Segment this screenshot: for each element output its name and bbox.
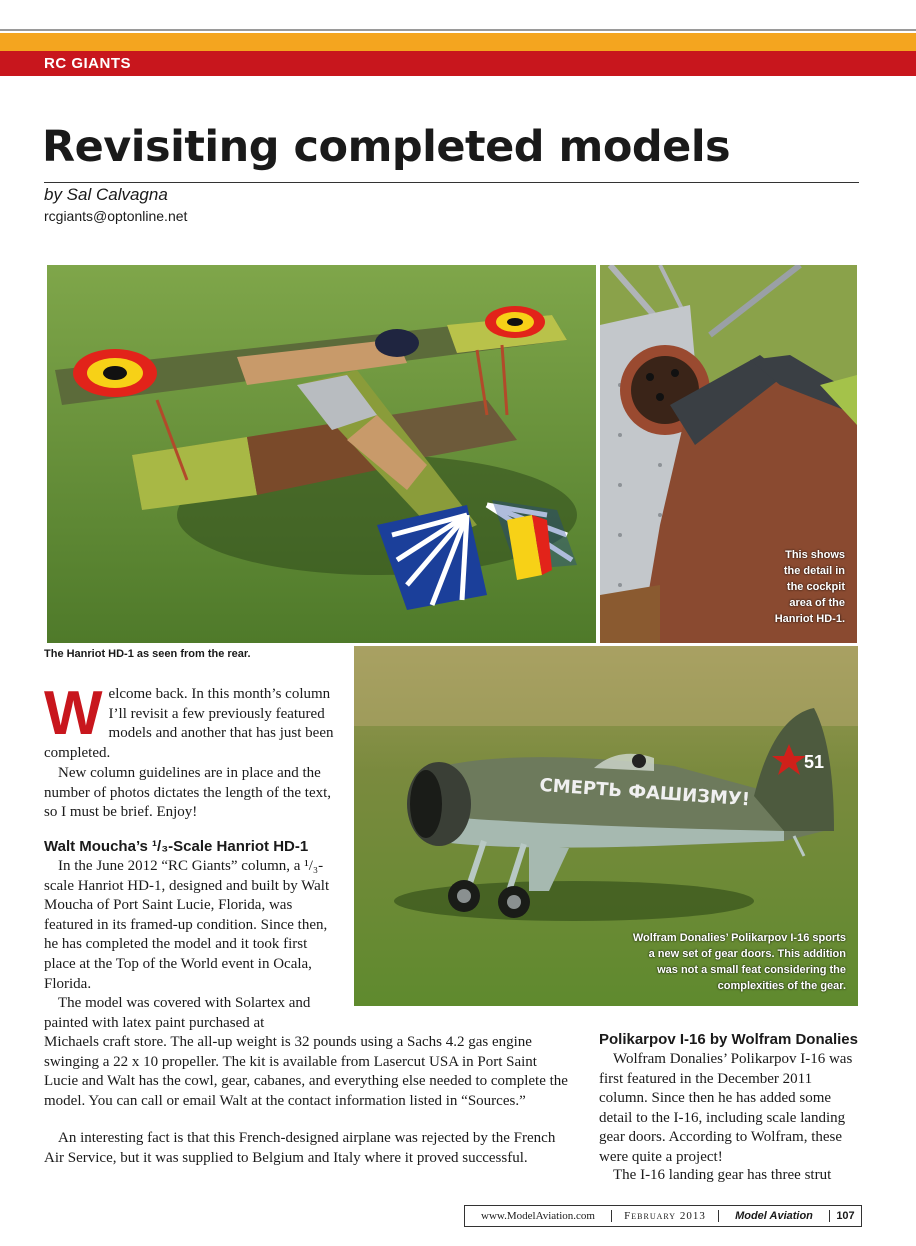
subhead-polikarpov: Polikarpov I-16 by Wolfram Donalies xyxy=(599,1031,858,1048)
drop-cap: W xyxy=(44,679,103,748)
top-rule xyxy=(0,29,916,31)
intro-paragraph-2: New column guidelines are in place and the number of photos dictates the length of the text, so I must be brief. Enjoy! xyxy=(44,765,332,821)
orange-band xyxy=(0,33,916,51)
article-title: Revisiting completed models xyxy=(42,122,731,172)
hanriot-paragraph-2b: Michaels craft store. The all-up weight is 32 pounds using a Sachs 4.2 gas engine swinging a 22 x 10 propeller. The kit is available from Lasercut USA in Port Saint Lucie and Walt has the cowl, gear, cabanes, and everything else needed to complete the model. You can call or email Walt at the contact information listed in “Sources.” xyxy=(44,1034,568,1109)
polikarpov-paragraph-1: Wolfram Donalies’ Polikarpov I-16 was first featured in the December 2011 column. Since then he has added some detail to the I-16, including scale landing gear doors. According to Wolfram, these were quite a project! xyxy=(599,1051,853,1165)
section-label: RC GIANTS xyxy=(44,55,131,72)
cockpit-caption: This shows the detail in the cockpit area of the Hanriot HD-1. xyxy=(774,549,845,625)
fuselage-slogan: СМЕРТЬ ФАШИЗМУ! xyxy=(538,774,751,811)
hanriot-rear-photo xyxy=(47,265,596,643)
upper-wing-roundel-left xyxy=(73,349,157,397)
section-bar xyxy=(0,51,916,76)
page-footer xyxy=(464,1205,862,1227)
cockpit-detail-photo xyxy=(600,265,857,643)
author-email: rcgiants@optonline.net xyxy=(44,208,188,224)
hanriot-paragraph-2a: The model was covered with Solartex and painted with latex paint purchased at xyxy=(44,995,311,1031)
polikarpov-caption: Wolfram Donalies’ Polikarpov I-16 sports a new set of gear doors. This addition was not a small feat considering the complexities of the gear. xyxy=(632,932,846,992)
hanriot-rear-caption: The Hanriot HD-1 as seen from the rear. xyxy=(44,648,251,660)
footer-date: February 2013 xyxy=(612,1210,719,1222)
tail-number: 51 xyxy=(804,752,825,772)
page-number: 107 xyxy=(836,1210,855,1222)
polikarpov-photo xyxy=(354,646,858,1006)
footer-magazine: Model Aviation xyxy=(719,1210,830,1222)
title-rule xyxy=(44,182,859,183)
polikarpov-paragraph-2: The I-16 landing gear has three strut xyxy=(613,1167,832,1183)
hanriot-paragraph-3: An interesting fact is that this French-designed airplane was rejected by the French Air Service, but it was supplied to Belgium and Italy where it proved successful. xyxy=(44,1130,556,1166)
footer-url[interactable]: www.ModelAviation.com xyxy=(465,1210,612,1222)
intro-paragraph: Welcome back. In this month’s column I’ll revisit a few previously featured models and another that has just been completed. xyxy=(44,679,334,761)
upper-wing-roundel-right xyxy=(485,306,545,338)
hanriot-paragraph-1: In the June 2012 “RC Giants” column, a ¹/₃-scale Hanriot HD-1, designed and built by Walt Moucha of Port Saint Lucie, Florida, was featured in its framed-up condition. Since then, he has completed the model and it took first place at the Top of the World event in Ocala, Florida. xyxy=(44,858,330,992)
byline: by Sal Calvagna xyxy=(44,185,168,204)
subhead-hanriot: Walt Moucha’s ¹/₃-Scale Hanriot HD-1 xyxy=(44,838,309,855)
